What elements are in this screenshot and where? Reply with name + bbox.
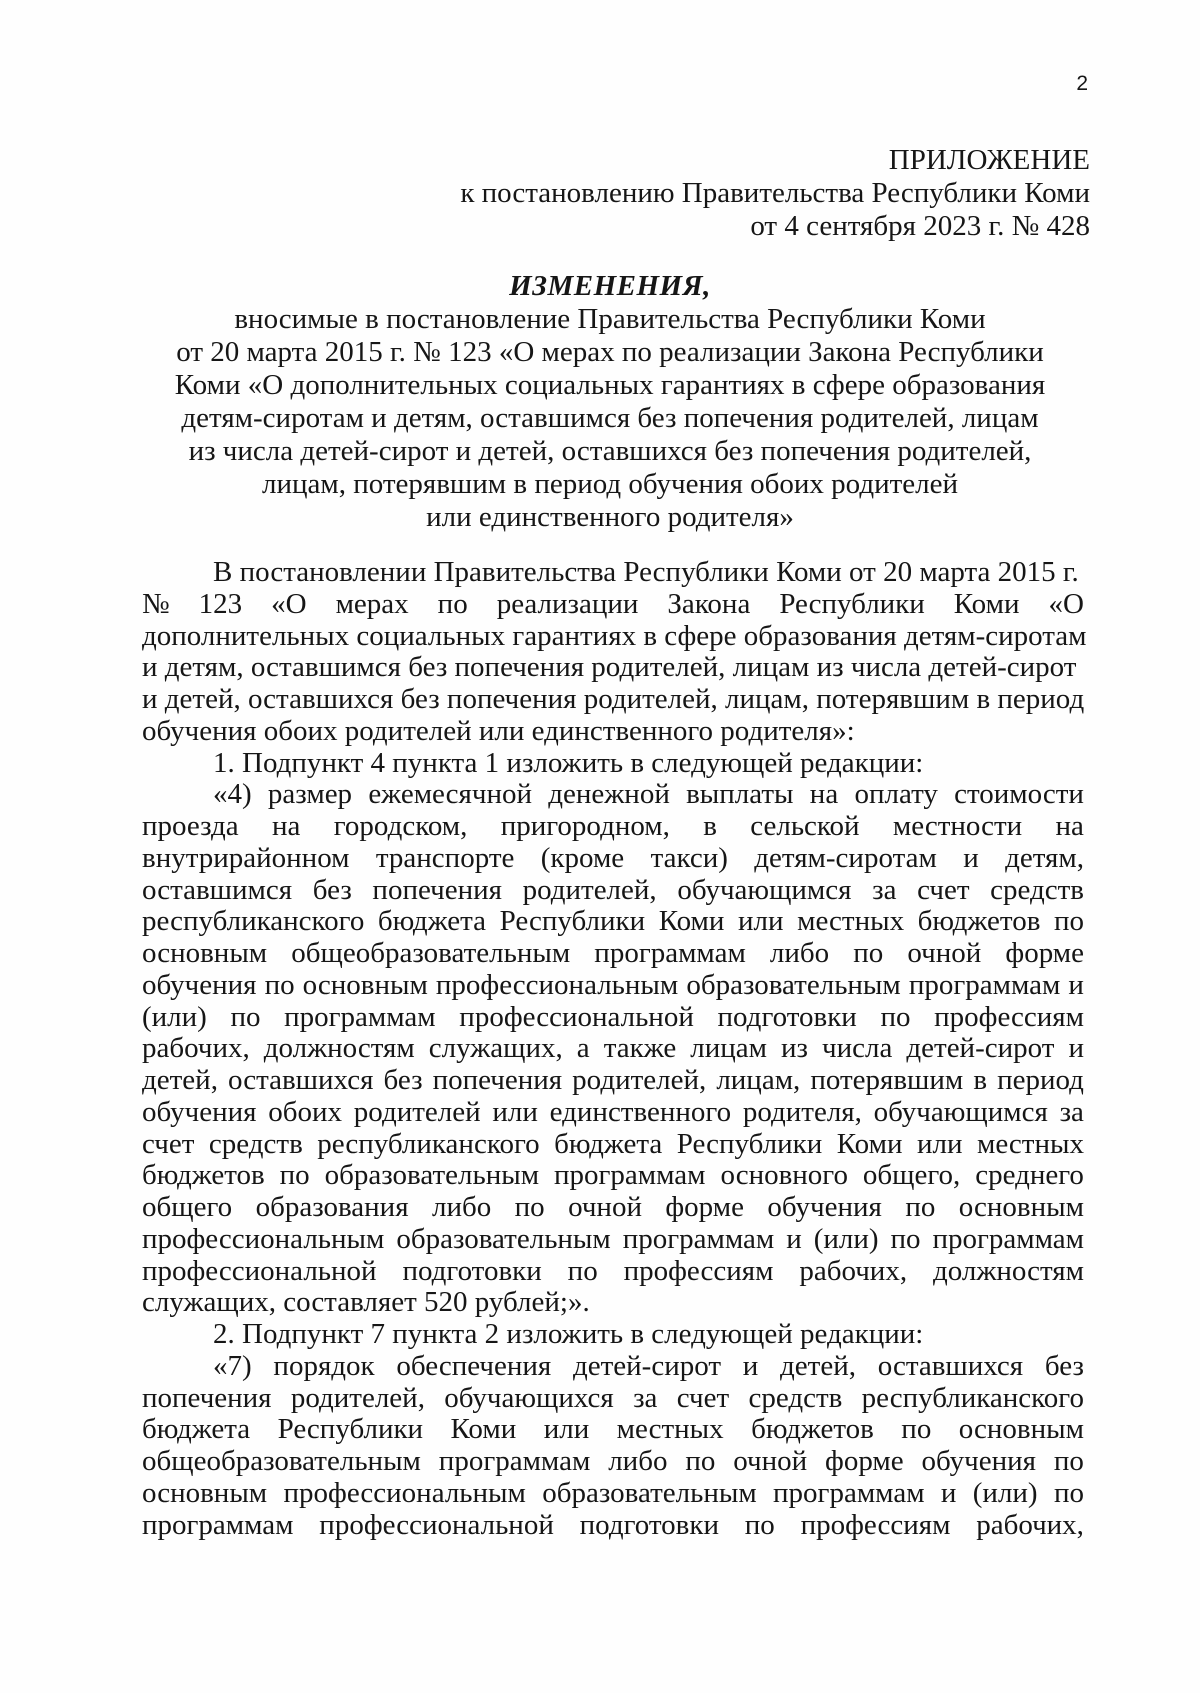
word: основного [720,1159,848,1192]
word: форме [1005,937,1084,969]
word: детям, [1005,841,1084,874]
word: программам [773,1476,925,1509]
word: программам [932,1222,1084,1255]
body-line-justified [142,970,1084,1002]
word: по [514,1191,545,1223]
word: денежной [548,778,670,811]
body-line: и детям, оставшимся без попечения родителей, лицам из числа детей-сирот [142,651,1077,684]
word: основным [958,1191,1084,1223]
word: рабочих, [142,1032,250,1065]
word: по [685,1445,716,1477]
word: подготовки [717,1000,857,1033]
word: попечения [142,1381,272,1414]
word: подготовки [579,1508,719,1541]
word: средств [748,1381,843,1414]
word: такси) [650,841,728,874]
word: программам [622,1222,775,1255]
body-line-justified [142,1414,1084,1446]
body-line-justified [142,938,1084,970]
word: местных [976,1127,1084,1160]
word: Республики [676,1127,823,1160]
body-line-justified [142,1192,1084,1224]
word: либо [608,1445,668,1477]
word: родителя, [742,1095,862,1128]
body-line-justified [142,1160,1084,1192]
word: по [1053,1445,1084,1477]
appendix-header [330,144,1090,243]
word: программам [554,1159,706,1192]
word: по [880,1000,911,1033]
word: профессиям [623,1254,774,1287]
word: «7) [213,1349,252,1382]
word: по [437,587,468,620]
word: (кроме [540,841,625,874]
body-line-justified [142,1351,1084,1383]
word: форме [665,1191,744,1223]
word: и [963,841,979,874]
word: по [744,1508,775,1541]
word: обоих [268,1095,343,1128]
body-line-justified [142,843,1084,875]
word: по [901,1413,932,1446]
word: обучения [767,1191,882,1223]
word: бюджета [142,1413,251,1446]
word: (или) [142,1000,207,1033]
word: проезда [142,810,239,842]
body-line-justified [142,589,1084,621]
word: по [567,1254,598,1287]
word: Коми [953,587,1020,620]
word: на [1055,810,1084,842]
word: либо [431,1191,492,1223]
word: профессиональным [283,1476,526,1509]
word: обучающимся [677,873,852,906]
word: без [312,873,352,906]
word: форме [825,1445,904,1477]
body-line-justified [142,1065,1084,1097]
appendix-date-number: от 4 сентября 2023 г. № 428 [750,210,1090,242]
word: а [576,1032,590,1065]
body-line-justified [142,1002,1084,1034]
word: (или) [972,1476,1038,1509]
document-body [142,556,1087,1541]
word: детей, [142,1064,218,1096]
word: на [809,778,839,811]
title-line: вносимые в постановление Правительства Республики Коми [234,303,986,335]
word: и [786,1222,802,1255]
word: бюджетов [751,1413,874,1446]
title-line: лицам, потерявшим в период обучения обоих родителей [261,468,959,500]
word: лицам [690,1032,767,1065]
word: Коми [450,1413,517,1446]
word: образовательным [324,1159,540,1192]
word: без [1044,1349,1084,1382]
body-line-justified [142,906,1084,938]
word: счет [142,1127,195,1160]
word: обучающихся [444,1381,614,1414]
body-line-justified [142,1383,1084,1415]
word: в [703,810,717,842]
word: по [279,1159,310,1192]
title-line: детям-сиротам и детям, оставшимся без попечения родителей, лицам [181,402,1039,434]
word: пригородном, [500,810,670,842]
word: родителей, [572,1064,707,1096]
word: подготовки [402,1254,542,1287]
word: на [272,810,301,842]
body-line-justified [142,1446,1084,1478]
word: основным [142,1476,268,1509]
word: за [872,873,897,906]
word: попечения [432,1064,563,1096]
title-line: или единственного родителя» [426,501,794,533]
word: образовательным [686,968,901,1001]
word: бюджетов [142,1159,265,1192]
word: Республики [499,905,646,938]
word: реализации [496,587,639,620]
word: также [603,1032,677,1065]
word: счет [676,1381,730,1414]
word: родителей [353,1095,481,1128]
word: программам [142,1508,294,1541]
word: родителей, [290,1381,425,1414]
word: ежемесячной [368,778,532,811]
body-line-justified [142,1097,1084,1129]
title-line: от 20 марта 2015 г. № 123 «О мерах по реализации Закона Республики [176,336,1044,368]
word: рабочих, [799,1254,908,1287]
word: республиканского [861,1381,1084,1414]
body-line: 2. Подпункт 7 пункта 2 изложить в следующей редакции: [213,1318,924,1350]
body-line: 1. Подпункт 4 пункта 1 изложить в следующей редакции: [213,746,924,779]
word: или [738,905,784,938]
word: по [1053,1476,1084,1509]
word: счет [917,873,970,906]
word: по [1053,905,1084,938]
word: Закона [667,587,751,620]
word: выплаты [686,778,794,811]
appendix-label: ПРИЛОЖЕНИЕ [888,144,1090,176]
word: внутрирайонном [142,841,350,874]
word: по [905,1191,936,1223]
word: профессиональным [435,968,679,1001]
word: программам [594,937,746,969]
word: обеспечения [396,1349,552,1382]
word: либо [769,937,830,969]
word: рабочих, [976,1508,1084,1541]
word: стоимости [954,778,1084,811]
word: родителей, [522,873,657,906]
word: общего, [862,1159,961,1192]
body-line-justified [142,875,1084,907]
body-line: служащих, составляет 520 рублей;». [142,1286,590,1319]
word: средств [990,873,1084,906]
word: и [1068,1032,1084,1065]
body-line-justified [142,1256,1084,1288]
word: попечения [372,873,502,906]
word: обучения [921,1445,1036,1477]
word: или [916,1127,963,1160]
word: числа [822,1032,893,1065]
word: по [264,968,295,1001]
word: республиканского [317,1127,540,1160]
title-line: Коми «О дополнительных социальных гарантиях в сфере образования [174,369,1046,401]
word: должностям [263,1032,415,1065]
word: или [492,1095,538,1128]
word: за [1059,1095,1084,1128]
body-line-justified [142,1224,1084,1256]
word: средств [208,1127,303,1160]
word: основным [142,937,268,969]
word: профессиональной [319,1508,554,1541]
word: должностям [932,1254,1084,1287]
body-line: обучения обоих родителей или единственного родителя»: [142,714,855,747]
word: и [1068,968,1084,1001]
word: по [890,1222,921,1255]
word: местных [616,1413,724,1446]
word: порядок [273,1349,375,1382]
word: основным [302,968,428,1001]
word: единственного [549,1095,732,1128]
word: из [781,1032,808,1065]
word: служащих, [428,1032,563,1065]
word: местных [797,905,905,938]
document-title [160,270,1060,534]
body-line-justified [142,1510,1084,1542]
word: «4) [213,778,252,811]
word: оставшихся [877,1349,1024,1382]
word: потерявшим [810,1064,964,1096]
word: городском, [333,810,468,842]
word: среднего [975,1159,1084,1192]
title-line: из числа детей-сирот и детей, оставшихся без попечения родителей, [188,435,1032,467]
word: детей-сирот [572,1349,721,1382]
word: и [940,1476,957,1509]
word: общеобразовательным [142,1445,421,1477]
word: оставшихся [228,1064,374,1096]
body-line: и детей, оставшихся без попечения родителей, лицам, потерявшим в период [142,683,1085,715]
word: № [142,587,170,620]
word: местности [892,810,1023,842]
word: Республики [779,587,925,620]
word: обучения [142,968,257,1001]
word: детей-сирот [906,1032,1055,1065]
word: (или) [813,1222,879,1255]
word: «О [1048,587,1084,620]
title-heading: ИЗМЕНЕНИЯ, [509,270,711,302]
word: бюджета [554,1127,663,1160]
body-line-justified [142,1033,1084,1065]
word: образовательным [396,1222,611,1255]
word: профессиональным [142,1222,385,1255]
word: образования [255,1191,409,1223]
word: «О [271,587,307,620]
word: обучающимся [873,1095,1048,1128]
word: программам [438,1445,591,1477]
word: и [742,1349,759,1382]
body-line-justified [142,779,1084,811]
word: по [230,1000,261,1033]
word: за [633,1381,658,1414]
word: по [853,937,884,969]
word: Коми [658,905,725,938]
word: профессиям [800,1508,951,1541]
word: профессиональной [459,1000,694,1033]
word: обучения [142,1095,257,1128]
word: очной [568,1191,642,1223]
word: оставшимся [142,873,293,906]
word: общего [142,1191,233,1223]
word: 123 [198,587,243,620]
word: основным [958,1413,1084,1446]
word: период [997,1064,1084,1096]
page-number: 2 [1076,72,1088,95]
word: Республики [277,1413,424,1446]
word: Коми [836,1127,903,1160]
word: программам [284,1000,436,1033]
word: сельской [750,810,860,842]
body-line: В постановлении Правительства Республики Коми от 20 марта 2015 г. [213,556,1079,588]
word: республиканского [142,905,365,938]
word: профессиональной [142,1254,377,1287]
body-line-justified [142,811,1084,843]
word: оплату [854,778,938,811]
appendix-reference: к постановлению Правительства Республики Коми [460,177,1090,209]
word: детей, [780,1349,856,1382]
word: в [973,1064,988,1096]
word: общеобразовательным [291,937,571,969]
word: профессиям [934,1000,1084,1033]
word: транспорте [375,841,515,874]
body-line-justified [142,1129,1084,1161]
word: очной [907,937,982,969]
word: образовательным [542,1476,757,1509]
word: размер [267,778,353,811]
word: бюджета [377,905,487,938]
word: бюджетов [917,905,1041,938]
word: программам [908,968,1061,1001]
word: без [383,1064,423,1096]
body-line: дополнительных социальных гарантиях в сфере образования детям-сиротам [142,619,1087,652]
body-line-justified [142,1478,1084,1510]
word: детям-сиротам [754,841,937,874]
word: или [543,1413,590,1446]
word: мерах [335,587,409,620]
word: очной [733,1445,808,1477]
word: лицам, [716,1064,801,1096]
